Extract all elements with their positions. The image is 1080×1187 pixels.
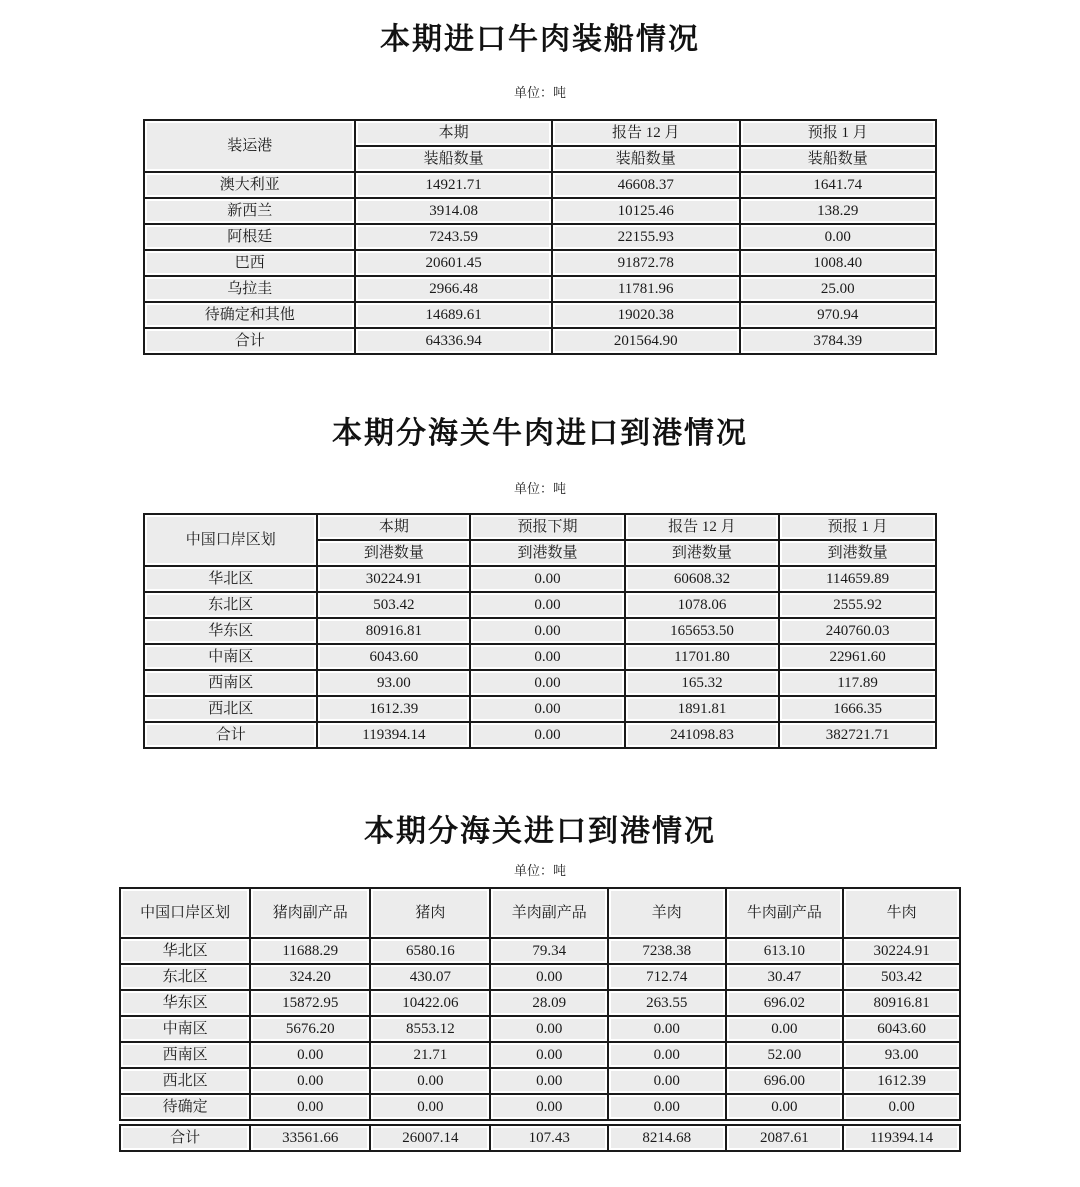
- table-row: [144, 276, 936, 302]
- table-row: [144, 224, 936, 250]
- col-group-current: 本期: [355, 120, 551, 146]
- value-cell: 6043.60: [317, 644, 470, 670]
- value-cell: 25.00: [740, 276, 936, 302]
- col-header-pork-byproduct: 猪肉副产品: [250, 888, 370, 938]
- row-label-cell: 中南区: [144, 644, 317, 670]
- value-cell: 5676.20: [250, 1016, 370, 1042]
- value-cell: 46608.37: [552, 172, 740, 198]
- row-label-cell: 合计: [144, 328, 355, 354]
- value-cell: 165.32: [625, 670, 779, 696]
- row-label-cell: 合计: [120, 1123, 250, 1152]
- table-row: [144, 172, 936, 198]
- row-label-cell: 待确定: [120, 1094, 250, 1123]
- row-label-cell: 华东区: [120, 990, 250, 1016]
- value-cell: 30224.91: [317, 566, 470, 592]
- table-header: [144, 514, 936, 566]
- unit-label: 单位：吨: [513, 481, 566, 496]
- col-group-report-dec: 报告 12 月: [552, 120, 740, 146]
- value-cell: 0.00: [470, 722, 624, 748]
- col-header-mutton-byproduct: 羊肉副产品: [490, 888, 608, 938]
- value-cell: 0.00: [490, 1068, 608, 1094]
- value-cell: 0.00: [250, 1094, 370, 1123]
- value-cell: 0.00: [843, 1094, 960, 1123]
- table-row: [144, 618, 936, 644]
- table-row: [120, 1016, 960, 1042]
- value-cell: 240760.03: [779, 618, 936, 644]
- value-cell: 0.00: [490, 1016, 608, 1042]
- table-body: [144, 172, 936, 354]
- value-cell: 696.00: [726, 1068, 844, 1094]
- row-label-cell: 合计: [144, 722, 317, 748]
- table-row: [144, 198, 936, 224]
- value-cell: 11701.80: [625, 644, 779, 670]
- value-cell: 30.47: [726, 964, 844, 990]
- header-row: [120, 888, 960, 938]
- value-cell: 0.00: [370, 1068, 490, 1094]
- value-cell: 263.55: [608, 990, 726, 1016]
- value-cell: 22155.93: [552, 224, 740, 250]
- section-beef-arrivals: [0, 355, 1080, 749]
- section-title: 本期分海关牛肉进口到港情况: [332, 417, 748, 450]
- table-header: [144, 120, 936, 172]
- col-header-beef: 牛肉: [843, 888, 960, 938]
- col-group-forecast-jan: 预报 1 月: [779, 514, 936, 540]
- value-cell: 2555.92: [779, 592, 936, 618]
- table-row: [120, 1068, 960, 1094]
- header-group-row: [144, 514, 936, 540]
- unit-label: 单位：吨: [513, 863, 566, 878]
- value-cell: 613.10: [726, 938, 844, 964]
- subheader-cell: 到港数量: [779, 540, 936, 566]
- subheader-cell: 到港数量: [317, 540, 470, 566]
- value-cell: 138.29: [740, 198, 936, 224]
- row-label-cell: 待确定和其他: [144, 302, 355, 328]
- value-cell: 7243.59: [355, 224, 551, 250]
- table-row: [144, 328, 936, 354]
- table-row: [120, 1042, 960, 1068]
- value-cell: 8214.68: [608, 1123, 726, 1152]
- value-cell: 15872.95: [250, 990, 370, 1016]
- row-label-cell: 阿根廷: [144, 224, 355, 250]
- value-cell: 93.00: [843, 1042, 960, 1068]
- value-cell: 1891.81: [625, 696, 779, 722]
- value-cell: 0.00: [250, 1068, 370, 1094]
- table-row: [144, 592, 936, 618]
- col-group-forecast-next: 预报下期: [470, 514, 624, 540]
- value-cell: 6580.16: [370, 938, 490, 964]
- corner-header-cell: 装运港: [144, 120, 355, 172]
- value-cell: 80916.81: [317, 618, 470, 644]
- col-header-mutton: 羊肉: [608, 888, 726, 938]
- value-cell: 30224.91: [843, 938, 960, 964]
- col-header-pork: 猪肉: [370, 888, 490, 938]
- col-group-current: 本期: [317, 514, 470, 540]
- value-cell: 241098.83: [625, 722, 779, 748]
- section-beef-shipments: [0, 0, 1080, 355]
- value-cell: 10422.06: [370, 990, 490, 1016]
- value-cell: 19020.38: [552, 302, 740, 328]
- value-cell: 107.43: [490, 1123, 608, 1152]
- value-cell: 0.00: [608, 1042, 726, 1068]
- row-label-cell: 西南区: [144, 670, 317, 696]
- value-cell: 60608.32: [625, 566, 779, 592]
- value-cell: 0.00: [470, 618, 624, 644]
- value-cell: 0.00: [250, 1042, 370, 1068]
- row-label-cell: 东北区: [144, 592, 317, 618]
- subheader-cell: 到港数量: [470, 540, 624, 566]
- value-cell: 0.00: [470, 644, 624, 670]
- value-cell: 117.89: [779, 670, 936, 696]
- value-cell: 201564.90: [552, 328, 740, 354]
- value-cell: 33561.66: [250, 1123, 370, 1152]
- row-label-cell: 巴西: [144, 250, 355, 276]
- value-cell: 52.00: [726, 1042, 844, 1068]
- value-cell: 696.02: [726, 990, 844, 1016]
- value-cell: 0.00: [370, 1094, 490, 1123]
- value-cell: 1612.39: [843, 1068, 960, 1094]
- value-cell: 11688.29: [250, 938, 370, 964]
- value-cell: 0.00: [726, 1094, 844, 1123]
- value-cell: 324.20: [250, 964, 370, 990]
- value-cell: 712.74: [608, 964, 726, 990]
- table-body: [120, 938, 960, 1151]
- corner-header-cell: 中国口岸区划: [144, 514, 317, 566]
- value-cell: 3914.08: [355, 198, 551, 224]
- corner-header-cell: 中国口岸区划: [120, 888, 250, 938]
- row-label-cell: 澳大利亚: [144, 172, 355, 198]
- value-cell: 1612.39: [317, 696, 470, 722]
- value-cell: 0.00: [470, 566, 624, 592]
- value-cell: 26007.14: [370, 1123, 490, 1152]
- value-cell: 382721.71: [779, 722, 936, 748]
- beef-shipment-table: [143, 119, 937, 355]
- value-cell: 3784.39: [740, 328, 936, 354]
- value-cell: 91872.78: [552, 250, 740, 276]
- value-cell: 14921.71: [355, 172, 551, 198]
- value-cell: 0.00: [490, 1094, 608, 1123]
- table-body: [144, 566, 936, 748]
- value-cell: 21.71: [370, 1042, 490, 1068]
- value-cell: 1641.74: [740, 172, 936, 198]
- value-cell: 1078.06: [625, 592, 779, 618]
- value-cell: 64336.94: [355, 328, 551, 354]
- value-cell: 2966.48: [355, 276, 551, 302]
- value-cell: 8553.12: [370, 1016, 490, 1042]
- table-row: [144, 250, 936, 276]
- row-label-cell: 华北区: [120, 938, 250, 964]
- table-row: [120, 1094, 960, 1123]
- value-cell: 22961.60: [779, 644, 936, 670]
- table-row: [120, 964, 960, 990]
- value-cell: 503.42: [843, 964, 960, 990]
- value-cell: 970.94: [740, 302, 936, 328]
- value-cell: 0.00: [726, 1016, 844, 1042]
- value-cell: 119394.14: [317, 722, 470, 748]
- col-group-report-dec: 报告 12 月: [625, 514, 779, 540]
- value-cell: 20601.45: [355, 250, 551, 276]
- row-label-cell: 东北区: [120, 964, 250, 990]
- table-row: [144, 670, 936, 696]
- value-cell: 1666.35: [779, 696, 936, 722]
- value-cell: 2087.61: [726, 1123, 844, 1152]
- value-cell: 0.00: [740, 224, 936, 250]
- section-title: 本期分海关进口到港情况: [364, 815, 716, 848]
- value-cell: 7238.38: [608, 938, 726, 964]
- subheader-cell: 到港数量: [625, 540, 779, 566]
- value-cell: 93.00: [317, 670, 470, 696]
- value-cell: 14689.61: [355, 302, 551, 328]
- section-title: 本期进口牛肉装船情况: [380, 23, 700, 56]
- value-cell: 0.00: [470, 670, 624, 696]
- value-cell: 0.00: [608, 1016, 726, 1042]
- row-label-cell: 华北区: [144, 566, 317, 592]
- table-row: [144, 566, 936, 592]
- table-header: [120, 888, 960, 938]
- table-row: [120, 938, 960, 964]
- value-cell: 1008.40: [740, 250, 936, 276]
- table-row: [144, 644, 936, 670]
- row-label-cell: 中南区: [120, 1016, 250, 1042]
- all-meat-arrival-table: [119, 887, 961, 1152]
- value-cell: 430.07: [370, 964, 490, 990]
- beef-arrival-table: [143, 513, 937, 749]
- subheader-cell: 装船数量: [740, 146, 936, 172]
- table-row: [120, 1123, 960, 1152]
- row-label-cell: 西南区: [120, 1042, 250, 1068]
- value-cell: 28.09: [490, 990, 608, 1016]
- value-cell: 0.00: [608, 1094, 726, 1123]
- value-cell: 0.00: [470, 592, 624, 618]
- col-header-beef-byproduct: 牛肉副产品: [726, 888, 844, 938]
- value-cell: 10125.46: [552, 198, 740, 224]
- row-label-cell: 西北区: [120, 1068, 250, 1094]
- value-cell: 0.00: [608, 1068, 726, 1094]
- value-cell: 114659.89: [779, 566, 936, 592]
- row-label-cell: 乌拉圭: [144, 276, 355, 302]
- row-label-cell: 华东区: [144, 618, 317, 644]
- value-cell: 165653.50: [625, 618, 779, 644]
- table-row: [144, 722, 936, 748]
- table-row: [144, 302, 936, 328]
- col-group-forecast-jan: 预报 1 月: [740, 120, 936, 146]
- subheader-cell: 装船数量: [355, 146, 551, 172]
- unit-label: 单位：吨: [513, 85, 566, 100]
- subheader-cell: 装船数量: [552, 146, 740, 172]
- value-cell: 11781.96: [552, 276, 740, 302]
- table-row: [144, 696, 936, 722]
- section-all-meat-arrivals: [0, 749, 1080, 1152]
- value-cell: 0.00: [490, 964, 608, 990]
- row-label-cell: 西北区: [144, 696, 317, 722]
- value-cell: 0.00: [470, 696, 624, 722]
- value-cell: 0.00: [490, 1042, 608, 1068]
- value-cell: 119394.14: [843, 1123, 960, 1152]
- value-cell: 80916.81: [843, 990, 960, 1016]
- value-cell: 79.34: [490, 938, 608, 964]
- row-label-cell: 新西兰: [144, 198, 355, 224]
- value-cell: 6043.60: [843, 1016, 960, 1042]
- value-cell: 503.42: [317, 592, 470, 618]
- header-group-row: [144, 120, 936, 146]
- table-row: [120, 990, 960, 1016]
